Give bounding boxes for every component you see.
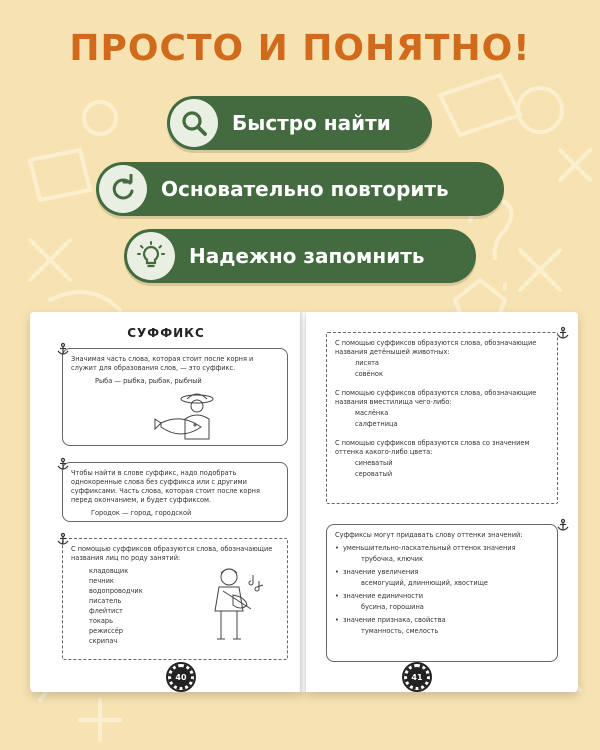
profession-word: токарь — [89, 617, 113, 625]
formation-word: салфетница — [355, 420, 398, 428]
meaning-example: бусина, горошина — [361, 603, 424, 611]
feature-pill-label: Основательно повторить — [161, 177, 449, 201]
definition-example: Рыба — рыбка, рыбак, рыбный — [95, 377, 202, 385]
professions-text: С помощью суффиксов образуются слова, обозначающие названия лиц по роду занятий: — [71, 545, 273, 562]
anchor-icon — [56, 457, 70, 471]
feature-pill-label: Надежно запомнить — [189, 244, 425, 268]
formation-word: сероватый — [355, 470, 393, 478]
word-formation-box — [326, 332, 558, 504]
profession-word: водопроводчик — [89, 587, 143, 595]
violinist-illustration — [193, 565, 273, 645]
formation-word: лисята — [355, 359, 379, 367]
formation-word: совёнок — [355, 370, 383, 378]
rule-example: Городок — город, городской — [91, 509, 192, 517]
professions-box — [62, 538, 288, 660]
rule-text: Чтобы найти в слове суффикс, надо подобрать однокоренные слова без суффикса или с другими суффиксами. Часть слова, которая стоит после корня перед окончанием, и будет суффиксом. — [71, 469, 260, 504]
profession-word: флейтист — [89, 607, 123, 615]
meaning-intro: Суффиксы могут придавать слову оттенки значений: — [335, 531, 523, 539]
lightbulb-icon — [127, 232, 175, 280]
formation-text: С помощью суффиксов образуются слова, обозначающие названия вместилища чего-либо: — [335, 389, 537, 406]
right-page — [306, 312, 578, 692]
search-icon — [170, 99, 218, 147]
anchor-icon — [56, 342, 70, 356]
definition-text: Значимая часть слова, которая стоит после корня и служит для образования слов, — это суффикс. — [71, 355, 254, 372]
left-page — [30, 312, 302, 692]
feature-pill-find — [167, 96, 432, 150]
formation-text: С помощью суффиксов образуются слова, обозначающие названия детёнышей животных: — [335, 339, 537, 356]
page-title: СУФФИКС — [127, 326, 205, 340]
meaning-example: трубочка, ключик — [361, 555, 424, 563]
definition-box — [62, 348, 288, 446]
meaning-item: • уменьшительно-ласкательный оттенок значения — [335, 544, 549, 553]
fisherman-illustration — [153, 389, 233, 445]
meaning-item: • значение единичности — [335, 592, 549, 601]
meaning-item: • значение признака, свойства — [335, 616, 549, 625]
page-number: 40 — [168, 664, 194, 690]
meaning-example: туманность, смелость — [361, 627, 439, 635]
anchor-icon — [56, 532, 70, 546]
profession-word: режиссёр — [89, 627, 123, 635]
profession-word: писатель — [89, 597, 122, 605]
feature-pill-label: Быстро найти — [232, 111, 391, 135]
page-number: 41 — [404, 664, 430, 690]
formation-word: маслёнка — [355, 409, 389, 417]
anchor-icon — [556, 326, 570, 340]
meaning-example: всемогущий, длиннющий, хвостище — [361, 579, 488, 587]
headline: ПРОСТО И ПОНЯТНО! — [69, 28, 531, 69]
open-book — [30, 312, 578, 692]
feature-pill-repeat — [96, 162, 504, 216]
rule-box — [62, 462, 288, 522]
feature-pill-remember — [124, 229, 476, 283]
anchor-icon — [556, 518, 570, 532]
refresh-icon — [99, 165, 147, 213]
formation-word: синеватый — [355, 459, 393, 467]
profession-word: кладовщик — [89, 567, 129, 575]
profession-word: печник — [89, 577, 114, 585]
formation-text: С помощью суффиксов образуются слова со значением оттенка какого-либо цвета: — [335, 439, 530, 456]
meaning-item: • значение увеличения — [335, 568, 549, 577]
meaning-shades-box — [326, 524, 558, 662]
profession-word: скрипач — [89, 637, 118, 645]
